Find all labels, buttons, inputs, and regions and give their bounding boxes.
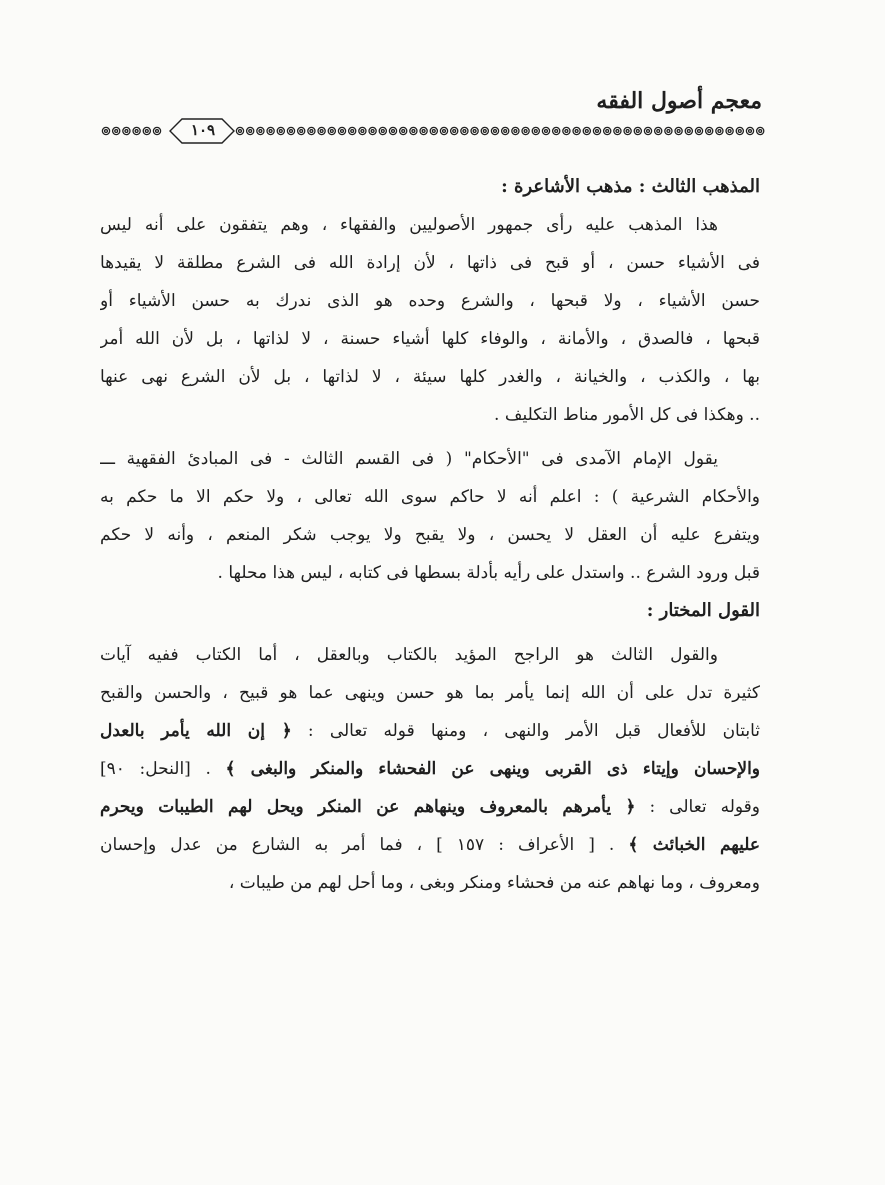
paragraph-line: كثيرة تدل على أن الله إنما يأمر بما هو حسن وينهى عما هو قبيح ، والحسن والقبح — [100, 683, 760, 703]
ornament-dot-center — [432, 130, 435, 133]
ornament-dot-center — [135, 130, 138, 133]
ornament-dot-center — [585, 130, 588, 133]
ornament-dot-center — [718, 130, 721, 133]
ornament-dot-center — [596, 130, 599, 133]
section-heading: المذهب الثالث : مذهب الأشاعرة : — [501, 176, 760, 197]
ornament-dot-center — [483, 130, 486, 133]
ornament-dot — [430, 127, 437, 134]
paragraph-line: يقول الإمام الآمدى فى "الأحكام" ( فى القسم الثالث - فى المبادئ الفقهية ـــ — [100, 449, 718, 469]
ornament-dot-center — [402, 130, 405, 133]
paragraph-line: والقول الثالث هو الراجح المؤيد بالكتاب وبالعقل ، أما الكتاب ففيه آيات — [100, 645, 718, 665]
ornament-dot — [298, 127, 305, 134]
ornament-dot-center — [575, 130, 578, 133]
ornament-dot — [102, 127, 109, 134]
ornament-dot — [634, 127, 641, 134]
ornament-dot — [338, 127, 345, 134]
ornament-dot-center — [616, 130, 619, 133]
ornament-dot-center — [269, 130, 272, 133]
ornament-dot — [716, 127, 723, 134]
ornament-dot-center — [545, 130, 548, 133]
ornament-dot — [461, 127, 468, 134]
paragraph-line: .. وهكذا فى كل الأمور مناط التكليف . — [494, 405, 760, 425]
ornament-dot — [410, 127, 417, 134]
quran-verse: ﴿ إن الله يأمر بالعدل — [100, 721, 292, 741]
ornament-dot — [247, 127, 254, 134]
ornament-dot — [471, 127, 478, 134]
ornament-dot-center — [320, 130, 323, 133]
ornament-dot — [318, 127, 325, 134]
ornament-dot-center — [412, 130, 415, 133]
ornament-dot — [420, 127, 427, 134]
ornament-dot — [644, 127, 651, 134]
ornament-dot — [512, 127, 519, 134]
ornament-dot — [624, 127, 631, 134]
ornament-dot — [267, 127, 274, 134]
ornament-dot-center — [473, 130, 476, 133]
ornament-dot-center — [115, 130, 118, 133]
ornament-dot-center — [249, 130, 252, 133]
ornament-dot-center — [555, 130, 558, 133]
ornament-dot-center — [290, 130, 293, 133]
ornament-dot-center — [524, 130, 527, 133]
ornament-dot-center — [330, 130, 333, 133]
ornament-dot — [563, 127, 570, 134]
page-header — [100, 88, 768, 148]
paragraph-text: ثابتان للأفعال قبل الأمر والنهى ، ومنها قوله تعالى : — [307, 721, 760, 741]
paragraph-line: والأحكام الشرعية ) : اعلم أنه لا حاكم سوى الله تعالى ، ولا حكم الا ما حكم به — [100, 487, 760, 507]
ornament-dot — [481, 127, 488, 134]
paragraph-line — [100, 712, 760, 750]
ornament-dot — [133, 127, 140, 134]
ornament-dot-center — [310, 130, 313, 133]
ornament-dot-center — [657, 130, 660, 133]
paragraph-line — [100, 750, 760, 788]
paragraph-text: . [ الأعراف : ١٥٧ ] ، فما أمر به الشارع من عدل وإحسان — [100, 835, 615, 855]
book-title: معجم أصول الفقه — [596, 88, 762, 114]
ornament-dot — [236, 127, 243, 134]
ornament-dot-center — [514, 130, 517, 133]
ornament-dot-center — [422, 130, 425, 133]
ornament-dot-center — [351, 130, 354, 133]
ornament-dot — [542, 127, 549, 134]
ornament-dot — [369, 127, 376, 134]
paragraph-line: فى الأشياء حسن ، أو قبح فى ذاتها ، لأن إرادة الله فى الشرع مطلقة لا يقيدها — [100, 253, 760, 273]
ornament-dot-center — [677, 130, 680, 133]
paragraph-line: ويتفرع عليه أن العقل لا يحسن ، ولا يقبح ولا يوجب شكر المنعم ، وأنه لا حكم — [100, 525, 760, 545]
ornament-dot-center — [687, 130, 690, 133]
ornament-dot — [287, 127, 294, 134]
ornament-dot-center — [371, 130, 374, 133]
paragraph-line: هذا المذهب عليه رأى جمهور الأصوليين والفقهاء ، وهم يتفقون على أنه ليس — [100, 215, 718, 235]
ornament-dot-center — [105, 130, 108, 133]
ornament-dot — [257, 127, 264, 134]
ornament-dot — [655, 127, 662, 134]
ornament-dot-center — [708, 130, 711, 133]
ornament-dot — [113, 127, 120, 134]
quran-verse: ﴿ يأمرهم بالمعروف وينهاهم عن المنكر ويحل لهم الطيبات ويحرم — [100, 797, 636, 817]
ornament-dot-center — [504, 130, 507, 133]
ornament-dot — [143, 127, 150, 134]
ornament-dot-center — [606, 130, 609, 133]
ornament-dot-center — [239, 130, 242, 133]
ornament-dot — [604, 127, 611, 134]
ornament-dot — [573, 127, 580, 134]
ornament-dot — [685, 127, 692, 134]
ornament-dot-center — [279, 130, 282, 133]
ornament-dot-center — [259, 130, 262, 133]
ornament-dot-center — [749, 130, 752, 133]
ornament-dot — [328, 127, 335, 134]
paragraph-text: وقوله تعالى : — [649, 797, 760, 817]
ornament-dot — [706, 127, 713, 134]
ornament-dot — [308, 127, 315, 134]
ornament-dot — [593, 127, 600, 134]
ornament-dot-center — [145, 130, 148, 133]
ornament-dot — [359, 127, 366, 134]
paragraph-line: قبل ورود الشرع .. واستدل على رأيه بأدلة بسطها فى كتابه ، ليس هذا محلها . — [217, 563, 760, 583]
ornament-dot — [502, 127, 509, 134]
ornament-dot — [400, 127, 407, 134]
ornament-dot — [532, 127, 539, 134]
ornament-dot-center — [647, 130, 650, 133]
ornament-dot — [277, 127, 284, 134]
ornament-dot — [675, 127, 682, 134]
ornament-dot — [695, 127, 702, 134]
ornament-dot-center — [534, 130, 537, 133]
ornament-dot-center — [636, 130, 639, 133]
ornament-dot — [389, 127, 396, 134]
ornament-dot-center — [626, 130, 629, 133]
ornament-dot-center — [125, 130, 128, 133]
ornament-dot-center — [759, 130, 762, 133]
ornament-dot — [440, 127, 447, 134]
ornament-dot — [451, 127, 458, 134]
ornament-dot-center — [453, 130, 456, 133]
ornament-dot-center — [728, 130, 731, 133]
ornament-dot-center — [443, 130, 446, 133]
ornament-dot-center — [667, 130, 670, 133]
ornament-dot — [614, 127, 621, 134]
ornament-dot — [746, 127, 753, 134]
ornament-dot-center — [381, 130, 384, 133]
ornament-dot — [491, 127, 498, 134]
ornament-dot — [665, 127, 672, 134]
quran-verse: عليهم الخبائث ﴾ — [628, 835, 760, 855]
ornament-dot — [522, 127, 529, 134]
ornament-dot-center — [156, 130, 159, 133]
ornament-dot — [349, 127, 356, 134]
paragraph-line — [100, 826, 760, 864]
paragraph-line: قبحها ، فالصدق ، والأمانة ، والوفاء كلها أشياء حسنة ، لا لذاتها ، بل لأن الله أمر — [100, 329, 760, 349]
ornament-dot — [757, 127, 764, 134]
ornament-dot — [553, 127, 560, 134]
paragraph-line — [100, 788, 760, 826]
quran-verse: والإحسان وإيتاء ذى القربى وينهى عن الفحشاء والمنكر والبغى ﴾ — [225, 759, 760, 779]
verse-reference: . [النحل: ٩٠] — [100, 759, 211, 779]
ornament-dot — [123, 127, 130, 134]
ornament-dot-center — [361, 130, 364, 133]
page-number: ١٠٩ — [190, 121, 216, 139]
ornament-dot-center — [341, 130, 344, 133]
ornament-dot-center — [698, 130, 701, 133]
ornament-dot — [726, 127, 733, 134]
ornament-dot-center — [300, 130, 303, 133]
ornament-dot-center — [738, 130, 741, 133]
ornament-dot — [736, 127, 743, 134]
ornament-dot-center — [392, 130, 395, 133]
paragraph-line: حسن الأشياء ، ولا قبحها ، والشرع وحده هو الذى ندرك به حسن الأشياء أو — [100, 291, 760, 311]
ornament-dot — [583, 127, 590, 134]
section-heading: القول المختار : — [646, 600, 760, 621]
ornament-dot-center — [565, 130, 568, 133]
paragraph-line: ومعروف ، وما نهاهم عنه من فحشاء ومنكر وبغى ، وما أحل لهم من طيبات ، — [228, 873, 760, 893]
page-body — [100, 168, 760, 902]
ornament-dot-center — [463, 130, 466, 133]
ornament-dot — [379, 127, 386, 134]
ornament-dot — [153, 127, 160, 134]
paragraph-line: بها ، والكذب ، والخيانة ، والغدر كلها سيئة ، لا لذاتها ، بل لأن الشرع نهى عنها — [100, 367, 760, 387]
ornament-dot-center — [494, 130, 497, 133]
